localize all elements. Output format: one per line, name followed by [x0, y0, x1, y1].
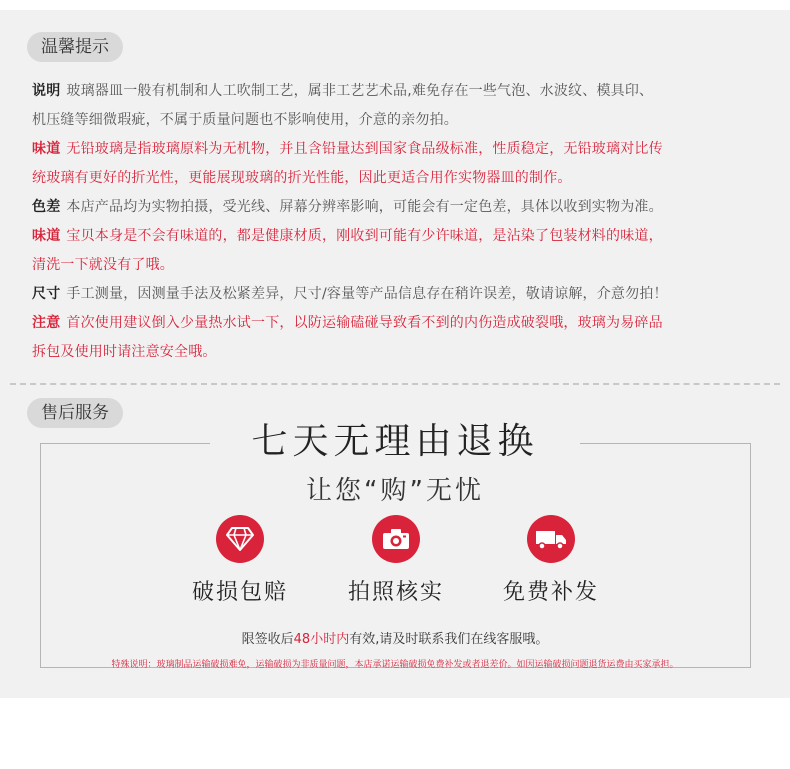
- note-lead-free: [32, 135, 777, 193]
- validity-text-before: 限签收后: [241, 632, 294, 647]
- feature-damage-compensation: [160, 515, 320, 606]
- validity-highlight: 48小时内: [293, 632, 350, 647]
- guarantee-subline: 让您“购”无忧: [306, 476, 484, 506]
- note-key: 尺寸: [32, 286, 61, 302]
- section-divider: [10, 383, 780, 385]
- note-text: 机压缝等细微瑕疵，不属于质量问题也不影响使用，介意的亲勿拍。: [32, 112, 458, 128]
- note-text: 统玻璃有更好的折光性，更能展现玻璃的折光性能，因此更适合用作实物器皿的制作。: [32, 170, 572, 186]
- note-key: 味道: [32, 141, 61, 157]
- diamond-icon: [216, 515, 264, 563]
- note-key: 说明: [32, 83, 61, 99]
- feature-free-reship: [471, 515, 631, 606]
- note-text: 首次使用建议倒入少量热水试一下，以防运输磕碰导致看不到的内伤造成破裂哦，玻璃为易碎品: [66, 315, 663, 331]
- tips-notes: [32, 77, 777, 367]
- feature-photo-verify: [316, 515, 476, 606]
- note-key: 味道: [32, 228, 61, 244]
- feature-label: 拍照核实: [347, 580, 444, 605]
- note-text: 本店产品均为实物拍摄，受光线、屏幕分辨率影响，可能会有一定色差，具体以收到实物为准。: [66, 199, 663, 215]
- note-smell: [32, 222, 777, 280]
- camera-icon: [372, 515, 420, 563]
- note-key: 色差: [32, 199, 61, 215]
- note-color-difference: [32, 193, 777, 222]
- feature-label: 免费补发: [502, 580, 599, 605]
- note-text: 无铅玻璃是指玻璃原料为无机物，并且含铅量达到国家食品级标准，性质稳定，无铅玻璃对比传: [66, 141, 663, 157]
- validity-text-after: 有效,请及时联系我们在线客服哦。: [349, 632, 549, 647]
- validity-note: [0, 628, 790, 647]
- truck-icon: [527, 515, 575, 563]
- note-key: 注意: [32, 315, 61, 331]
- note-caution: [32, 309, 777, 367]
- after-sales-heading: 售后服务: [27, 398, 123, 428]
- note-text: 宝贝本身是不会有味道的，都是健康材质，刚收到可能有少许味道，是沾染了包装材料的味道，: [66, 228, 663, 244]
- note-text: 拆包及使用时请注意安全哦。: [32, 344, 217, 360]
- note-size: [32, 280, 777, 309]
- note-text: 清洗一下就没有了哦。: [32, 257, 174, 273]
- special-note: 特殊说明：玻璃制品运输破损难免，运输破损为非质量问题，本店承诺运输破损免费补发或者退差价。如因运输破损问题退货运费由买家承担。: [111, 660, 679, 670]
- feature-label: 破损包赔: [191, 580, 288, 605]
- note-text: 手工测量，因测量手法及松紧差异，尺寸/容量等产品信息存在稍许误差，敬请谅解，介意勿拍！: [66, 286, 668, 302]
- tips-heading: 温馨提示: [27, 32, 123, 62]
- note-description: [32, 77, 777, 135]
- guarantee-headline: 七天无理由退换: [210, 415, 580, 469]
- note-text: 玻璃器皿一般有机制和人工吹制工艺，属非工艺艺术品,难免存在一些气泡、水波纹、模具印、: [66, 83, 654, 99]
